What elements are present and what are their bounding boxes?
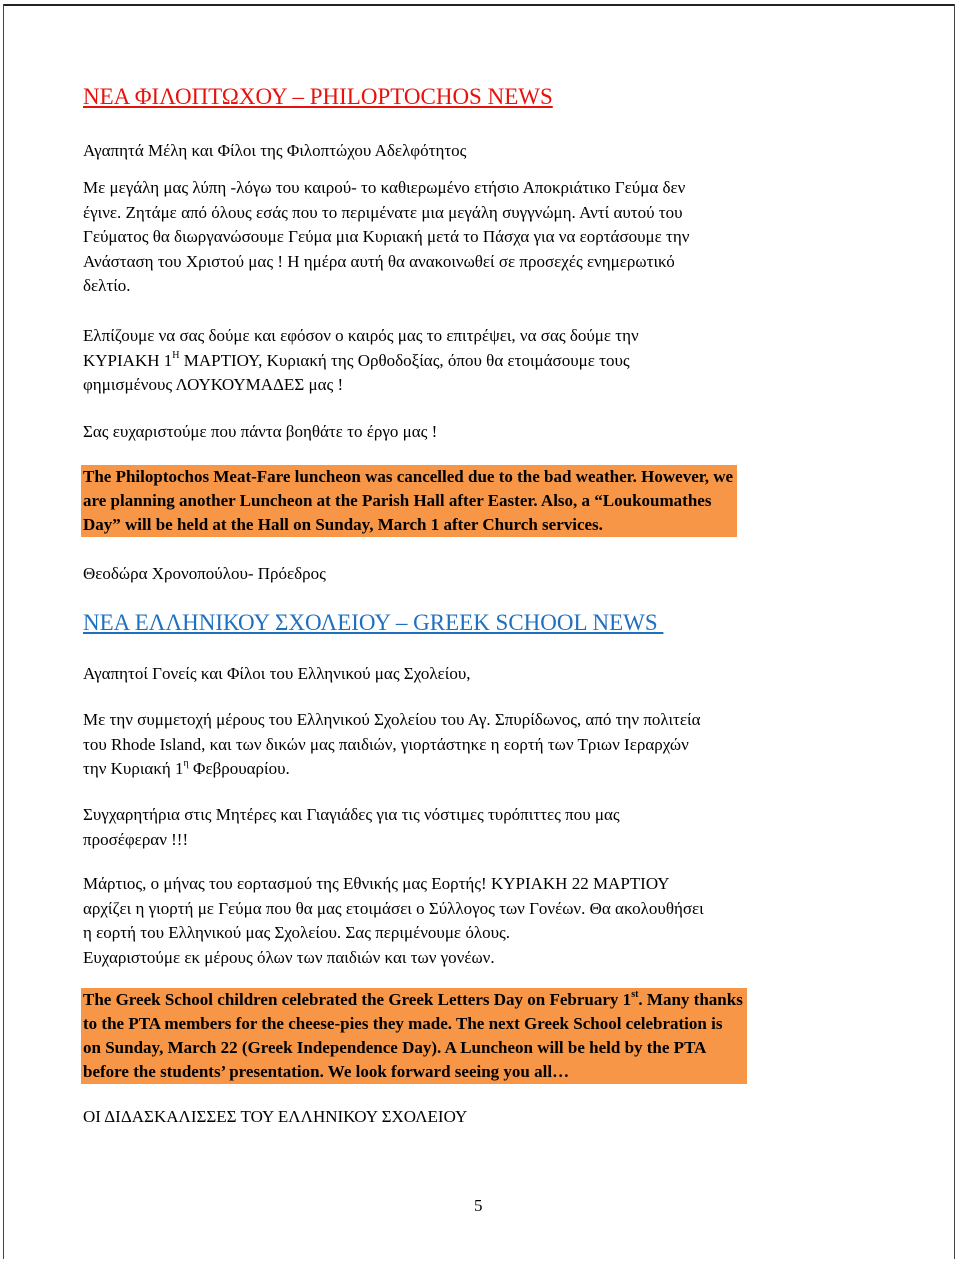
paragraph-line (83, 349, 639, 374)
page-border-left (3, 4, 4, 1259)
highlight-line: Day” will be held at the Hall on Sunday, March 1 after Church services. (83, 515, 603, 534)
philoptochos-paragraph-1 (83, 176, 689, 299)
paragraph-line: Ευχαριστούμε εκ μέρους όλων των παιδιών και των γονέων. (83, 947, 495, 967)
greek-school-heading: ΝΕΑ ΕΛΛΗΝΙΚΟΥ ΣΧΟΛΕΙΟΥ – GREEK SCHOOL NEWS (83, 610, 664, 635)
paragraph-line: η εορτή του Ελληνικού μας Σχολείου. Σας περιμένουμε όλους. (83, 923, 510, 942)
ordinal-superscript: η (183, 758, 189, 769)
greek-school-greeting: Αγαπητοί Γονείς και Φίλοι του Ελληνικού μας Σχολείου, (83, 664, 471, 683)
paragraph-line: Γεύματος θα διωργανώσουμε Γεύμα μια Κυριακή μετά το Πάσχα για να εορτάσουμε την (83, 227, 690, 246)
greek-school-signature: ΟΙ ΔΙΔΑΣΚΑΛΙΣΣΕΣ ΤΟΥ ΕΛΛΗΝΙΚΟΥ ΣΧΟΛΕΙΟΥ (83, 1107, 468, 1126)
highlight-text: . Many thanks (638, 990, 743, 1009)
paragraph-line: Ανάσταση του Χριστού μας ! Η ημέρα αυτή θα ανακοινωθεί σε προσεχές ενημερωτικό (83, 251, 675, 271)
paragraph-line: Με μεγάλη μας λύπη -λόγω του καιρού- το καθιερωμένο ετήσιο Αποκριάτικο Γεύμα δεν (83, 178, 686, 197)
philoptochos-paragraph-2 (83, 324, 639, 398)
greek-school-paragraph-2 (83, 803, 620, 852)
paragraph-line (83, 757, 700, 782)
date-text: ΚΥΡΙΑΚΗ 1 (83, 350, 173, 370)
highlight-line: on Sunday, March 22 (Greek Independence Day). A Luncheon will be held by the PTA (83, 1038, 707, 1057)
ordinal-superscript: Η (172, 349, 180, 361)
highlight-text: The Greek School children celebrated the Greek Letters Day on February 1 (83, 990, 632, 1009)
page-border-right (954, 4, 955, 1259)
highlight-line: to the PTA members for the cheese-pies they made. The next Greek School celebration is (83, 1014, 723, 1033)
philoptochos-english-highlight (81, 465, 737, 537)
paragraph-line: αρχίζει η γιορτή με Γεύμα που θα μας ετοιμάσει ο Σύλλογος των Γονέων. Θα ακολουθήσει (83, 898, 704, 918)
paragraph-line: Με την συμμετοχή μέρους του Ελληνικού Σχολείου του Αγ. Σπυρίδωνος, από την πολιτεία (83, 710, 701, 729)
page-border-top (3, 4, 955, 6)
greek-school-english-highlight (81, 988, 747, 1084)
paragraph-line: Μάρτιος, ο μήνας του εορτασμού της Εθνικής μας Εορτής! ΚΥΡΙΑΚΗ 22 ΜΑΡΤΙΟΥ (83, 874, 670, 893)
paragraph-line: φημισμένους ΛΟΥΚΟΥΜΑΔΕΣ μας ! (83, 375, 344, 394)
date-text: την Κυριακή 1 (83, 759, 184, 778)
highlight-line: The Philoptochos Meat-Fare luncheon was cancelled due to the bad weather. However, we (83, 467, 734, 486)
page-number: 5 (474, 1196, 483, 1215)
highlight-line (83, 988, 743, 1012)
highlight-line: before the students’ presentation. We look forward seeing you all… (83, 1062, 570, 1081)
greek-school-paragraph-3 (83, 872, 704, 970)
paragraph-line: έγινε. Ζητάμε από όλους εσάς που το περιμένατε μια μεγάλη συγγνώμη. Αντί αυτού του (83, 202, 683, 222)
highlight-line: are planning another Luncheon at the Parish Hall after Easter. Also, a “Loukoumathes (83, 491, 712, 510)
philoptochos-thanks: Σας ευχαριστούμε που πάντα βοηθάτε το έργο μας ! (83, 422, 438, 441)
date-continuation: ΜΑΡΤΙΟΥ, Κυριακή της Ορθοδοξίας, όπου θα ετοιμάσουμε τους (179, 350, 630, 370)
philoptochos-greeting: Αγαπητά Μέλη και Φίλοι της Φιλοπτώχου Αδελφότητος (83, 141, 467, 160)
paragraph-line: δελτίο. (83, 276, 131, 295)
paragraph-line: προσέφεραν !!! (83, 829, 189, 849)
date-continuation: Φεβρουαρίου. (188, 759, 290, 778)
philoptochos-heading: ΝΕΑ ΦΙΛΟΠΤΩΧΟΥ – PHILOPTOCHOS NEWS (83, 84, 553, 109)
greek-school-paragraph-1 (83, 708, 700, 782)
paragraph-line: Ελπίζουμε να σας δούμε και εφόσον ο καιρός μας το επιτρέψει, να σας δούμε την (83, 326, 639, 345)
paragraph-line: του Rhode Island, και των δικών μας παιδιών, γιορτάστηκε η εορτή των Τριων Ιεραρχών (83, 734, 689, 754)
philoptochos-signature: Θεοδώρα Χρονοπούλου- Πρόεδρος (83, 564, 326, 583)
paragraph-line: Συγχαρητήρια στις Μητέρες και Γιαγιάδες για τις νόστιμες τυρόπιττες που μας (83, 805, 620, 824)
ordinal-superscript: st (631, 989, 639, 1000)
